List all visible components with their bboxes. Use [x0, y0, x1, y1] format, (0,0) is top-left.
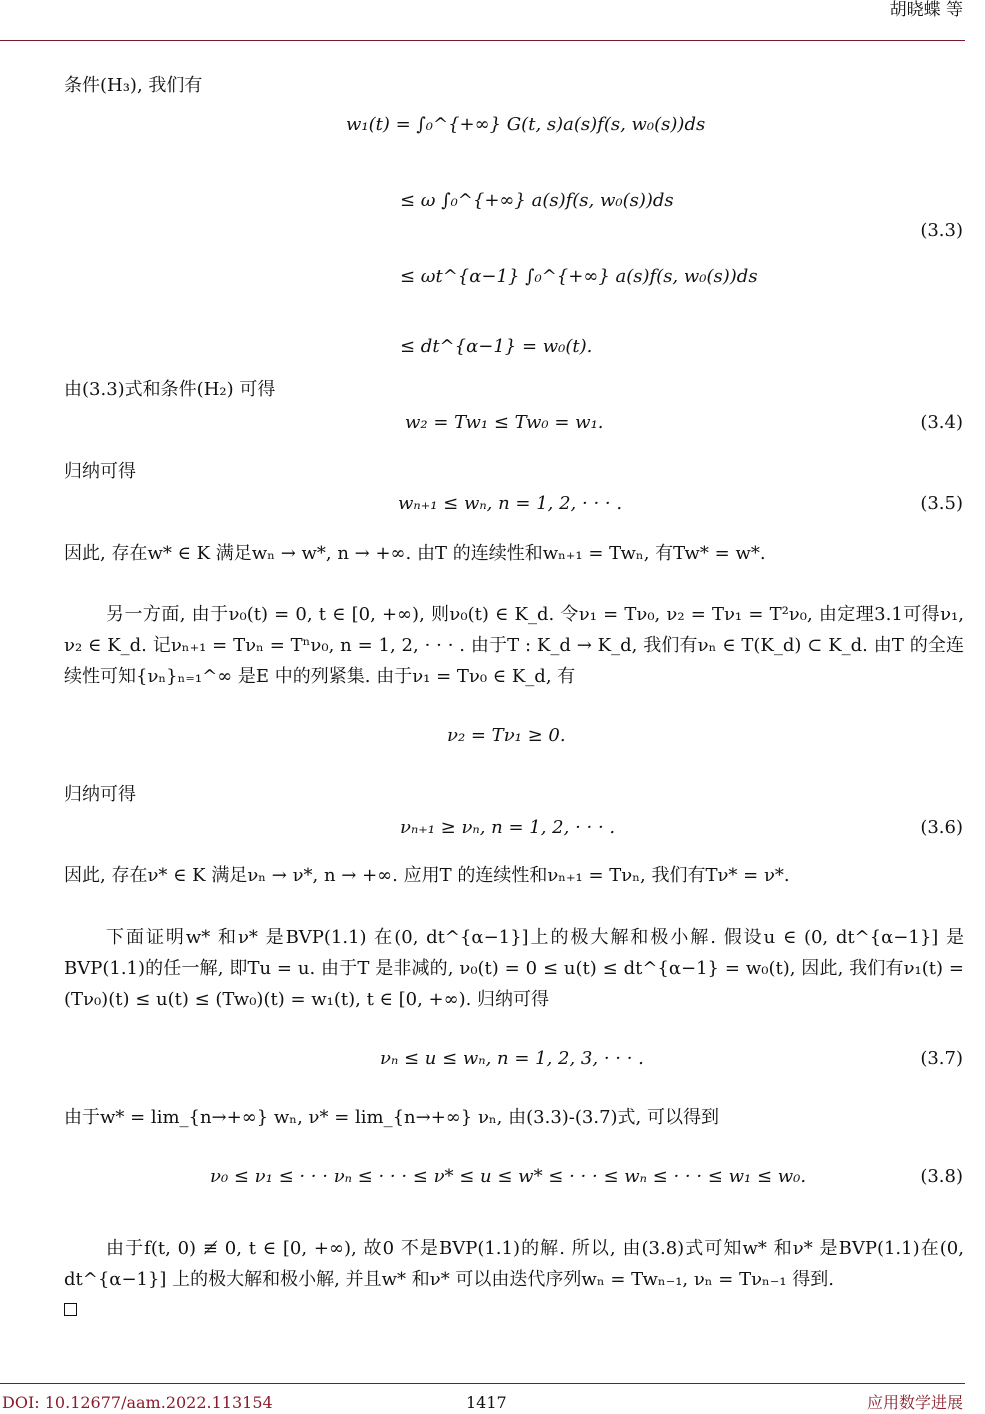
equation-number-3-8: (3.8) — [920, 1166, 963, 1187]
equation-number-3-4: (3.4) — [920, 412, 963, 433]
equation-3-3-line-2: ≤ ω ∫₀^{+∞} a(s)f(s, w₀(s))ds — [400, 190, 674, 211]
paragraph-conclusion — [64, 1233, 964, 1326]
footer-doi: DOI: 10.12677/aam.2022.113154 — [2, 1393, 273, 1412]
equation-number-3-5: (3.5) — [920, 493, 963, 514]
paragraph-other-side: 另一方面, 由于ν₀(t) = 0, t ∈ [0, +∞), 则ν₀(t) ∈ K_d. 令ν₁ = Tν₀, ν₂ = Tν₁ = T²ν₀, 由定理3.1可得ν₁, ν₂ ∈ K_d. 记νₙ₊₁ = Tνₙ = Tⁿν₀, n = 1, 2, · · · . 由于T : K_d → K_d, 我们有νₙ ∈ T(K_d) ⊂ K_d. 由T 的全连续性可知{νₙ}ₙ₌₁^∞ 是E 中的列紧集. 由于ν₁ = Tν₀ ∈ K_d, 有 — [64, 604, 964, 687]
paragraph-exists-nu-star: 因此, 存在ν* ∈ K 满足νₙ → ν*, n → +∞. 应用T 的连续性和νₙ₊₁ = Tνₙ, 我们有Tν* = ν*. — [64, 865, 790, 886]
equation-3-3-line-4: ≤ dt^{α−1} = w₀(t). — [400, 336, 593, 357]
conclusion-text: 由于f(t, 0) ≢ 0, t ∈ [0, +∞), 故0 不是BVP(1.1)的解. 所以, 由(3.8)式可知w* 和ν* 是BVP(1.1)在(0, dt^{α−1}] 上的极大解和极小解, 并且w* 和ν* 可以由迭代序列wₙ = Twₙ₋₁, νₙ = Tνₙ₋₁ 得到. — [64, 1238, 964, 1290]
equation-number-3-7: (3.7) — [920, 1048, 963, 1069]
paragraph-prove-extremal: 下面证明w* 和ν* 是BVP(1.1) 在(0, dt^{α−1}]上的极大解和极小解. 假设u ∈ (0, dt^{α−1}] 是BVP(1.1)的任一解, 即Tu = u. 由于T 是非减的, ν₀(t) = 0 ≤ u(t) ≤ dt^{α−1} = w₀(t), 因此, 我们有ν₁(t) = (Tν₀)(t) ≤ u(t) ≤ (Tw₀)(t) = w₁(t), t ∈ [0, +∞). 归纳可得 — [64, 927, 964, 1010]
paragraph-condition-h3: 条件(H₃), 我们有 — [64, 75, 203, 96]
paragraph-induction-2: 归纳可得 — [64, 784, 136, 805]
equation-3-6: νₙ₊₁ ≥ νₙ, n = 1, 2, · · · . — [400, 817, 616, 838]
header-rule — [0, 40, 965, 41]
paragraph-induction-1: 归纳可得 — [64, 461, 136, 482]
paragraph-from-3-3: 由(3.3)式和条件(H₂) 可得 — [64, 379, 276, 400]
running-header-author: 胡晓蝶 等 — [889, 0, 963, 20]
equation-3-7: νₙ ≤ u ≤ wₙ, n = 1, 2, 3, · · · . — [380, 1048, 644, 1069]
equation-3-4: w₂ = Tw₁ ≤ Tw₀ = w₁. — [405, 412, 604, 433]
footer-rule — [0, 1383, 965, 1384]
equation-nu2: ν₂ = Tν₁ ≥ 0. — [447, 725, 566, 746]
paragraph-limits: 由于w* = lim_{n→+∞} wₙ, ν* = lim_{n→+∞} νₙ, 由(3.3)-(3.7)式, 可以得到 — [64, 1107, 719, 1128]
equation-number-3-6: (3.6) — [920, 817, 963, 838]
footer-journal-name: 应用数学进展 — [866, 1393, 963, 1412]
equation-number-3-3: (3.3) — [920, 220, 963, 241]
equation-3-3-line-3: ≤ ωt^{α−1} ∫₀^{+∞} a(s)f(s, w₀(s))ds — [400, 266, 758, 287]
equation-3-8: ν₀ ≤ ν₁ ≤ · · · νₙ ≤ · · · ≤ ν* ≤ u ≤ w* ≤ · · · ≤ wₙ ≤ · · · ≤ w₁ ≤ w₀. — [210, 1166, 807, 1187]
paragraph-exists-w-star: 因此, 存在w* ∈ K 满足wₙ → w*, n → +∞. 由T 的连续性和wₙ₊₁ = Twₙ, 有Tw* = w*. — [64, 543, 766, 564]
footer-page-number: 1417 — [466, 1393, 507, 1412]
equation-3-3-line-1: w₁(t) = ∫₀^{+∞} G(t, s)a(s)f(s, w₀(s))ds — [346, 114, 706, 135]
equation-3-5: wₙ₊₁ ≤ wₙ, n = 1, 2, · · · . — [398, 493, 623, 514]
qed-square-icon — [64, 1303, 77, 1316]
